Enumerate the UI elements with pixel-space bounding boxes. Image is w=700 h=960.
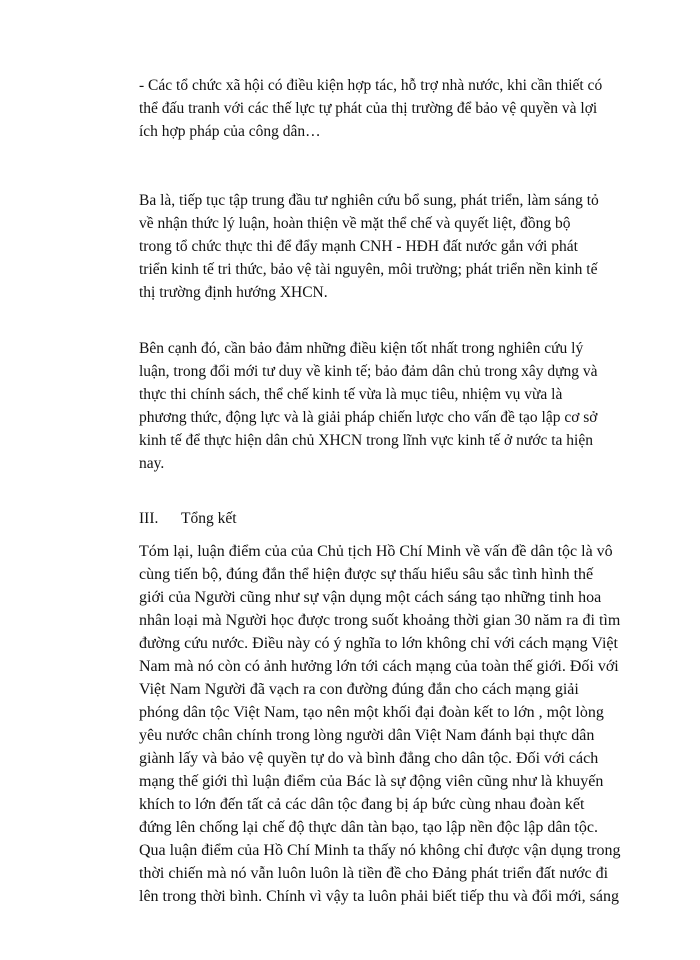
text-line: yêu nước chân chính trong lòng người dân Việt Nam đánh bại thực dân — [139, 727, 595, 744]
section-heading — [139, 507, 664, 530]
text-line: thị trường định hướng XHCN. — [139, 284, 328, 301]
text-line: mạng thế giới thì luận điểm của Bác là sự động viên cũng như là khuyến — [139, 773, 604, 790]
text-line: ích hợp pháp của công dân… — [139, 123, 321, 140]
text-line: phóng dân tộc Việt Nam, tạo nên một khối đại đoàn kết to lớn , một lòng — [139, 704, 604, 721]
text-line: cùng tiến bộ, đúng đắn thể hiện được sự thấu hiểu sâu sắc tình hình thế — [139, 566, 594, 583]
text-line: thực thi chính sách, thể chế kinh tế vừa là mục tiêu, nhiệm vụ vừa là — [139, 386, 563, 403]
paragraph-conclusion — [139, 540, 664, 908]
text-line: khích to lớn đến tất cả các dân tộc đang bị áp bức cùng nhau đoàn kết — [139, 796, 585, 813]
text-line: Bên cạnh đó, cần bảo đảm những điều kiện tốt nhất trong nghiên cứu lý — [139, 340, 584, 357]
text-line: - Các tổ chức xã hội có điều kiện hợp tác, hỗ trợ nhà nước, khi cần thiết có — [139, 77, 603, 94]
text-line: triển kinh tế tri thức, bảo vệ tài nguyên, môi trường; phát triển nền kinh tế — [139, 261, 598, 278]
text-line: Việt Nam Người đã vạch ra con đường đúng đắn cho cách mạng giải — [139, 681, 579, 698]
paragraph-conditions — [139, 337, 664, 475]
paragraph-third-point — [139, 189, 664, 304]
text-line: thời chiến mà nó vẫn luôn luôn là tiền đề cho Đảng phát triển đất nước đi — [139, 865, 609, 882]
text-line: kinh tế để thực hiện dân chủ XHCN trong lĩnh vực kinh tế ở nước ta hiện — [139, 432, 593, 449]
text-line: về nhận thức lý luận, hoàn thiện về mặt thể chế và quyết liệt, đồng bộ — [139, 215, 571, 232]
text-line: nhân loại mà Người học được trong suốt khoảng thời gian 30 năm ra đi tìm — [139, 612, 621, 629]
text-line: lên trong thời bình. Chính vì vậy ta luôn phải biết tiếp thu và đổi mới, sáng — [139, 888, 619, 905]
text-line: giới của Người cũng như sự vận dụng một cách sáng tạo những tinh hoa — [139, 589, 602, 606]
text-line: giành lấy và bảo vệ quyền tự do và bình đẳng cho dân tộc. Đối với cách — [139, 750, 599, 767]
text-line: Nam mà nó còn có ảnh hưởng lớn tới cách mạng của toàn thế giới. Đối với — [139, 658, 619, 675]
text-line: đứng lên chống lại chế độ thực dân tàn bạo, tạo lập nền độc lập dân tộc. — [139, 819, 598, 836]
section-number: III. — [139, 510, 159, 527]
text-line: Ba là, tiếp tục tập trung đầu tư nghiên cứu bổ sung, phát triển, làm sáng tỏ — [139, 192, 599, 209]
text-line: luận, trong đổi mới tư duy về kinh tế; bảo đảm dân chủ trong xây dựng và — [139, 363, 598, 380]
section-title: Tổng kết — [181, 510, 237, 527]
text-line: Tóm lại, luận điểm của của Chủ tịch Hồ Chí Minh về vấn đề dân tộc là vô — [139, 543, 613, 560]
text-line: nay. — [139, 455, 165, 472]
text-line: trong tổ chức thực thi để đẩy mạnh CNH - HĐH đất nước gắn với phát — [139, 238, 578, 255]
text-line: đường cứu nước. Điều này có ý nghĩa to lớn không chỉ với cách mạng Việt — [139, 635, 618, 652]
text-line: Qua luận điểm của Hồ Chí Minh ta thấy nó không chỉ được vận dụng trong — [139, 842, 621, 859]
text-line: phương thức, động lực và là giải pháp chiến lược cho vấn đề tạo lập cơ sở — [139, 409, 598, 426]
text-line: thể đấu tranh với các thế lực tự phát của thị trường để bảo vệ quyền và lợi — [139, 100, 598, 117]
paragraph-social-organizations — [139, 74, 664, 143]
